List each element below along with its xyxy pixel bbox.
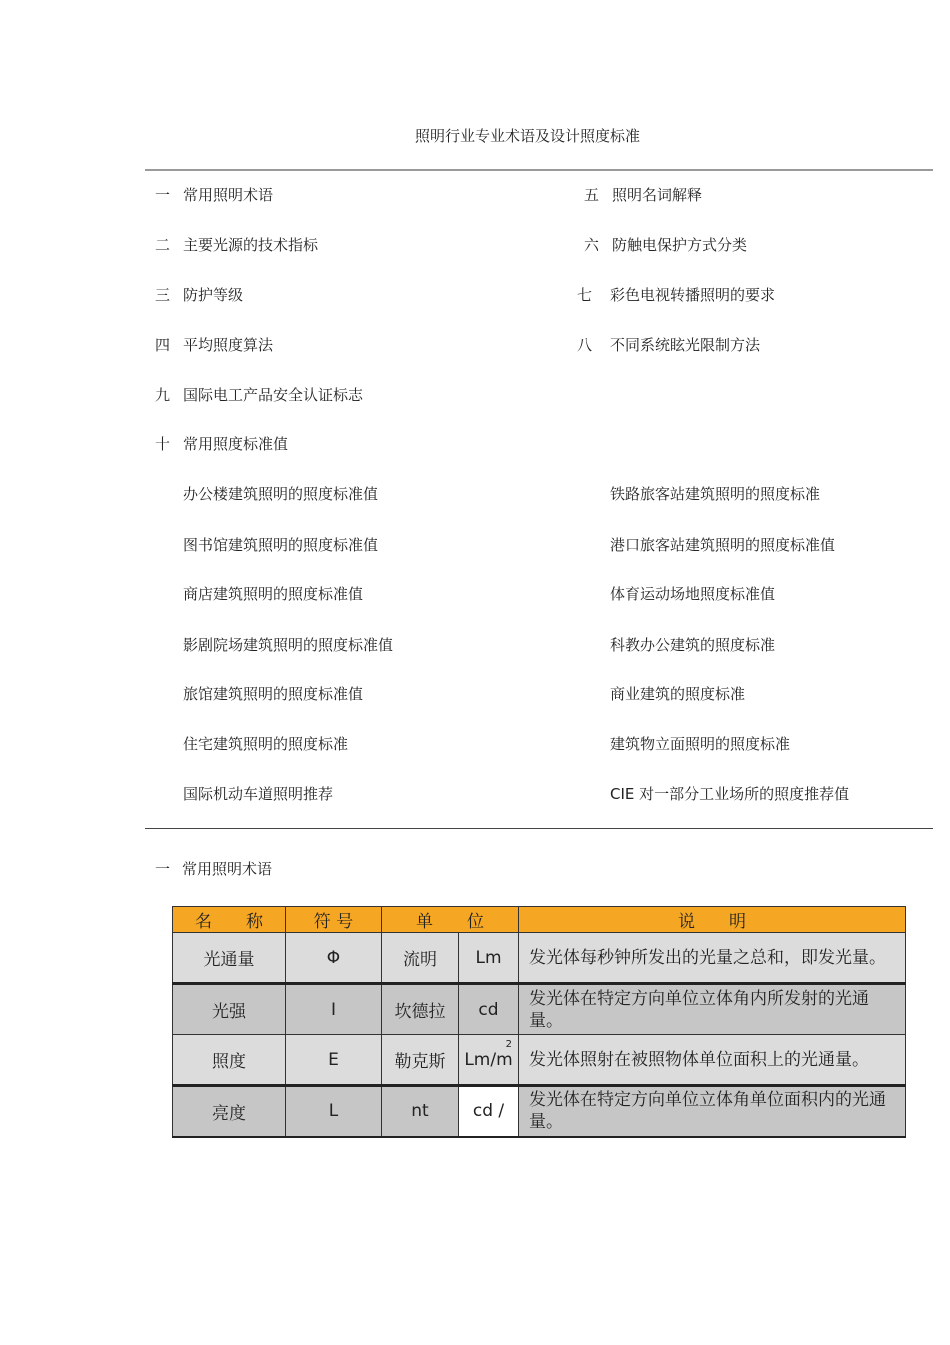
cell-description: 发光体在特定方向单位立体角内所发射的光通量。 bbox=[519, 984, 906, 1035]
cell-unit-cn: 坎德拉 bbox=[382, 984, 459, 1035]
sub-item: 港口旅客站建筑照明的照度标准值 bbox=[610, 536, 836, 554]
section-title: 常用照明术语 bbox=[182, 860, 273, 878]
cell-symbol: E bbox=[286, 1035, 382, 1086]
section-divider bbox=[145, 828, 933, 829]
unit-text: Lm/m bbox=[464, 1049, 513, 1070]
sub-item: 商业建筑的照度标准 bbox=[610, 685, 746, 703]
cell-name: 照度 bbox=[173, 1035, 286, 1086]
toc-number: 五 bbox=[584, 186, 600, 204]
toc-number: 九 bbox=[155, 386, 171, 404]
table-row bbox=[173, 984, 906, 1035]
sub-item: 科教办公建筑的照度标准 bbox=[610, 636, 776, 654]
header-symbol: 符 号 bbox=[286, 907, 382, 933]
toc-label: 防护等级 bbox=[183, 286, 244, 304]
cell-symbol: L bbox=[286, 1086, 382, 1137]
toc-label: 彩色电视转播照明的要求 bbox=[610, 286, 776, 304]
header-unit: 单 位 bbox=[382, 907, 519, 933]
top-divider bbox=[145, 169, 933, 171]
header-description: 说 明 bbox=[519, 907, 906, 933]
cell-unit bbox=[459, 1086, 519, 1137]
cell-description: 发光体每秒钟所发出的光量之总和，即发光量。 bbox=[519, 933, 906, 984]
toc-number: 七 bbox=[577, 286, 593, 304]
toc-number: 一 bbox=[155, 186, 171, 204]
toc-number: 六 bbox=[584, 236, 600, 254]
toc-number: 四 bbox=[155, 336, 171, 354]
cell-unit-cn: nt bbox=[382, 1086, 459, 1137]
sub-item: 图书馆建筑照明的照度标准值 bbox=[183, 536, 379, 554]
cell-description: 发光体照射在被照物体单位面积上的光通量。 bbox=[519, 1035, 906, 1086]
toc-label: 常用照度标准值 bbox=[183, 435, 289, 453]
sub-item: 国际机动车道照明推荐 bbox=[183, 785, 334, 803]
cell-unit bbox=[459, 984, 519, 1035]
toc-number: 八 bbox=[577, 336, 593, 354]
unit-superscript: 2 bbox=[505, 1039, 512, 1050]
section-heading bbox=[155, 858, 272, 879]
table-header-row bbox=[173, 907, 906, 933]
unit-text: cd bbox=[478, 999, 499, 1020]
sub-item: 体育运动场地照度标准值 bbox=[610, 585, 776, 603]
table-row bbox=[173, 1035, 906, 1086]
sub-item: 住宅建筑照明的照度标准 bbox=[183, 735, 349, 753]
toc-number: 十 bbox=[155, 435, 171, 453]
sub-item: 旅馆建筑照明的照度标准值 bbox=[183, 685, 364, 703]
cell-unit bbox=[459, 1035, 519, 1086]
header-name: 名 称 bbox=[173, 907, 286, 933]
sub-item: 影剧院场建筑照明的照度标准值 bbox=[183, 636, 394, 654]
sub-item: 铁路旅客站建筑照明的照度标准 bbox=[610, 485, 821, 503]
toc-number: 二 bbox=[155, 236, 171, 254]
toc-label: 国际电工产品安全认证标志 bbox=[183, 386, 364, 404]
table-row bbox=[173, 1086, 906, 1137]
toc-label: 照明名词解释 bbox=[612, 186, 703, 204]
sub-item: CIE 对一部分工业场所的照度推荐值 bbox=[610, 785, 850, 803]
cell-description: 发光体在特定方向单位立体角单位面积内的光通量。 bbox=[519, 1086, 906, 1137]
cell-unit-cn: 勒克斯 bbox=[382, 1035, 459, 1086]
cell-unit-cn: 流明 bbox=[382, 933, 459, 984]
cell-unit bbox=[459, 933, 519, 984]
table-row bbox=[173, 933, 906, 984]
cell-name: 亮度 bbox=[173, 1086, 286, 1137]
cell-symbol: Φ bbox=[286, 933, 382, 984]
terms-table bbox=[172, 906, 906, 1138]
sub-item: 建筑物立面照明的照度标准 bbox=[610, 735, 791, 753]
toc-label: 防触电保护方式分类 bbox=[612, 236, 748, 254]
toc-label: 主要光源的技术指标 bbox=[183, 236, 319, 254]
unit-text: cd / bbox=[472, 1101, 505, 1122]
sub-item: 办公楼建筑照明的照度标准值 bbox=[183, 485, 379, 503]
cell-name: 光强 bbox=[173, 984, 286, 1035]
sub-item: 商店建筑照明的照度标准值 bbox=[183, 585, 364, 603]
section-number: 一 bbox=[155, 860, 171, 878]
cell-name: 光通量 bbox=[173, 933, 286, 984]
toc-label: 平均照度算法 bbox=[183, 336, 274, 354]
cell-symbol: I bbox=[286, 984, 382, 1035]
toc-label: 常用照明术语 bbox=[183, 186, 274, 204]
document-title: 照明行业专业术语及设计照度标准 bbox=[414, 127, 640, 145]
toc-number: 三 bbox=[155, 286, 171, 304]
unit-text: Lm bbox=[475, 947, 502, 968]
toc-label: 不同系统眩光限制方法 bbox=[610, 336, 761, 354]
